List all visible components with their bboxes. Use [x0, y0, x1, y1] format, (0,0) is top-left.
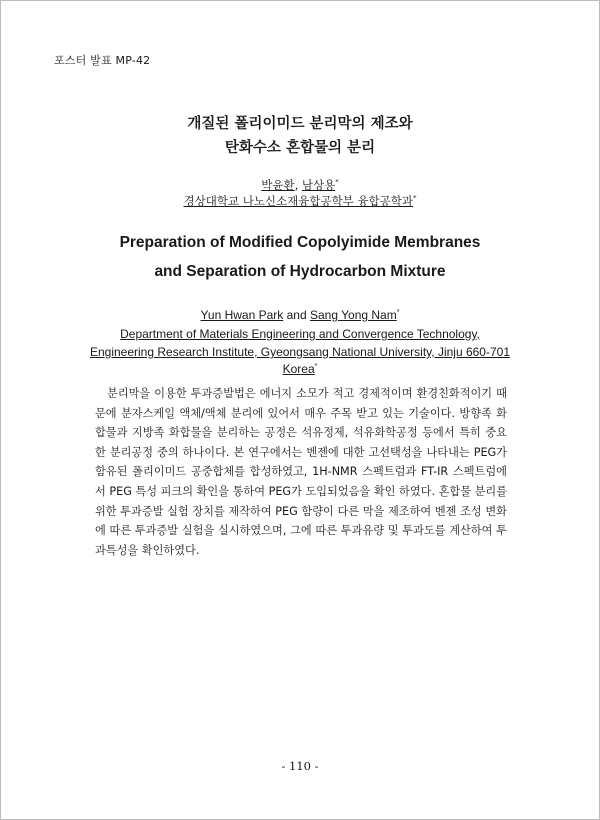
- korean-title-line2: 탄화수소 혼합물의 분리: [224, 140, 376, 156]
- english-affiliation-line2: [0, 345, 600, 359]
- english-affiliation-line1-text: Department of Materials Engineering and Convergence Technology,: [120, 327, 480, 341]
- english-affiliation-line1: [0, 327, 600, 341]
- english-title-line2: and Separation of Hydrocarbon Mixture: [154, 263, 446, 280]
- korean-title-line1: 개질된 폴리이미드 분리막의 제조와: [187, 116, 413, 132]
- korean-authors: [0, 177, 600, 193]
- korean-affiliation: [0, 193, 600, 209]
- korean-author-second: 남상용: [301, 178, 336, 192]
- english-authors: [0, 308, 600, 322]
- page-number: - 110 -: [281, 759, 319, 773]
- english-affiliation-line3: [0, 362, 600, 376]
- abstract-body: 분리막을 이용한 투과증발법은 에너지 소모가 적고 경제적이며 환경친화적이기 때문에 분자스케일 액체/액체 분리에 있어서 매우 주목 받고 있는 기술이다. 방향족 화합물과 지방족 화합물을 분리하는 공정은 석유정제, 석유화학공정 등에서 특히 중요한 분리공정 중의 하나이다. 본 연구에서는 벤젠에 대한 고선택성을 나타내는 PEG가 함유된 폴리이미드 공중합체를 합성하였고, 1H-NMR 스펙트럼과 FT-IR 스펙트럼에서 PEG 특성 피크의 확인을 통하여 PEG가 도입되었음을 확인 하였다. 혼합물 분리를 위한 투과증발 실험 장치를 제작하여 PEG 함량이 다른 막을 제조하여 벤젠 조성 변화에 따른 투과증발 실험을 실시하였으며, 그에 따른 투과유량 및 투과도를 계산하여 투과특성을 확인하였다.: [95, 387, 507, 557]
- english-corresponding-mark: *: [396, 309, 400, 316]
- korean-author-first: 박윤환: [261, 178, 295, 192]
- english-affiliation-mark: *: [314, 363, 318, 370]
- english-author-second: Sang Yong Nam: [309, 308, 397, 322]
- korean-affiliation-mark: *: [413, 194, 417, 203]
- korean-affiliation-text: 경상대학교 나노신소재융합공학부 융합공학과: [183, 194, 413, 208]
- english-author-first: Yun Hwan Park: [200, 308, 284, 322]
- session-label: 포스터 발표 MP-42: [54, 54, 151, 67]
- english-author-conjunction: and: [283, 308, 310, 322]
- english-title-line1: Preparation of Modified Copolyimide Membranes: [119, 234, 481, 251]
- english-affiliation-line2-text: Engineering Research Institute, Gyeongsang National University, Jinju 660-701: [89, 345, 511, 359]
- korean-author-separator: ,: [294, 178, 302, 192]
- korean-corresponding-mark: *: [335, 178, 339, 187]
- english-affiliation-line3-text: Korea: [282, 362, 315, 376]
